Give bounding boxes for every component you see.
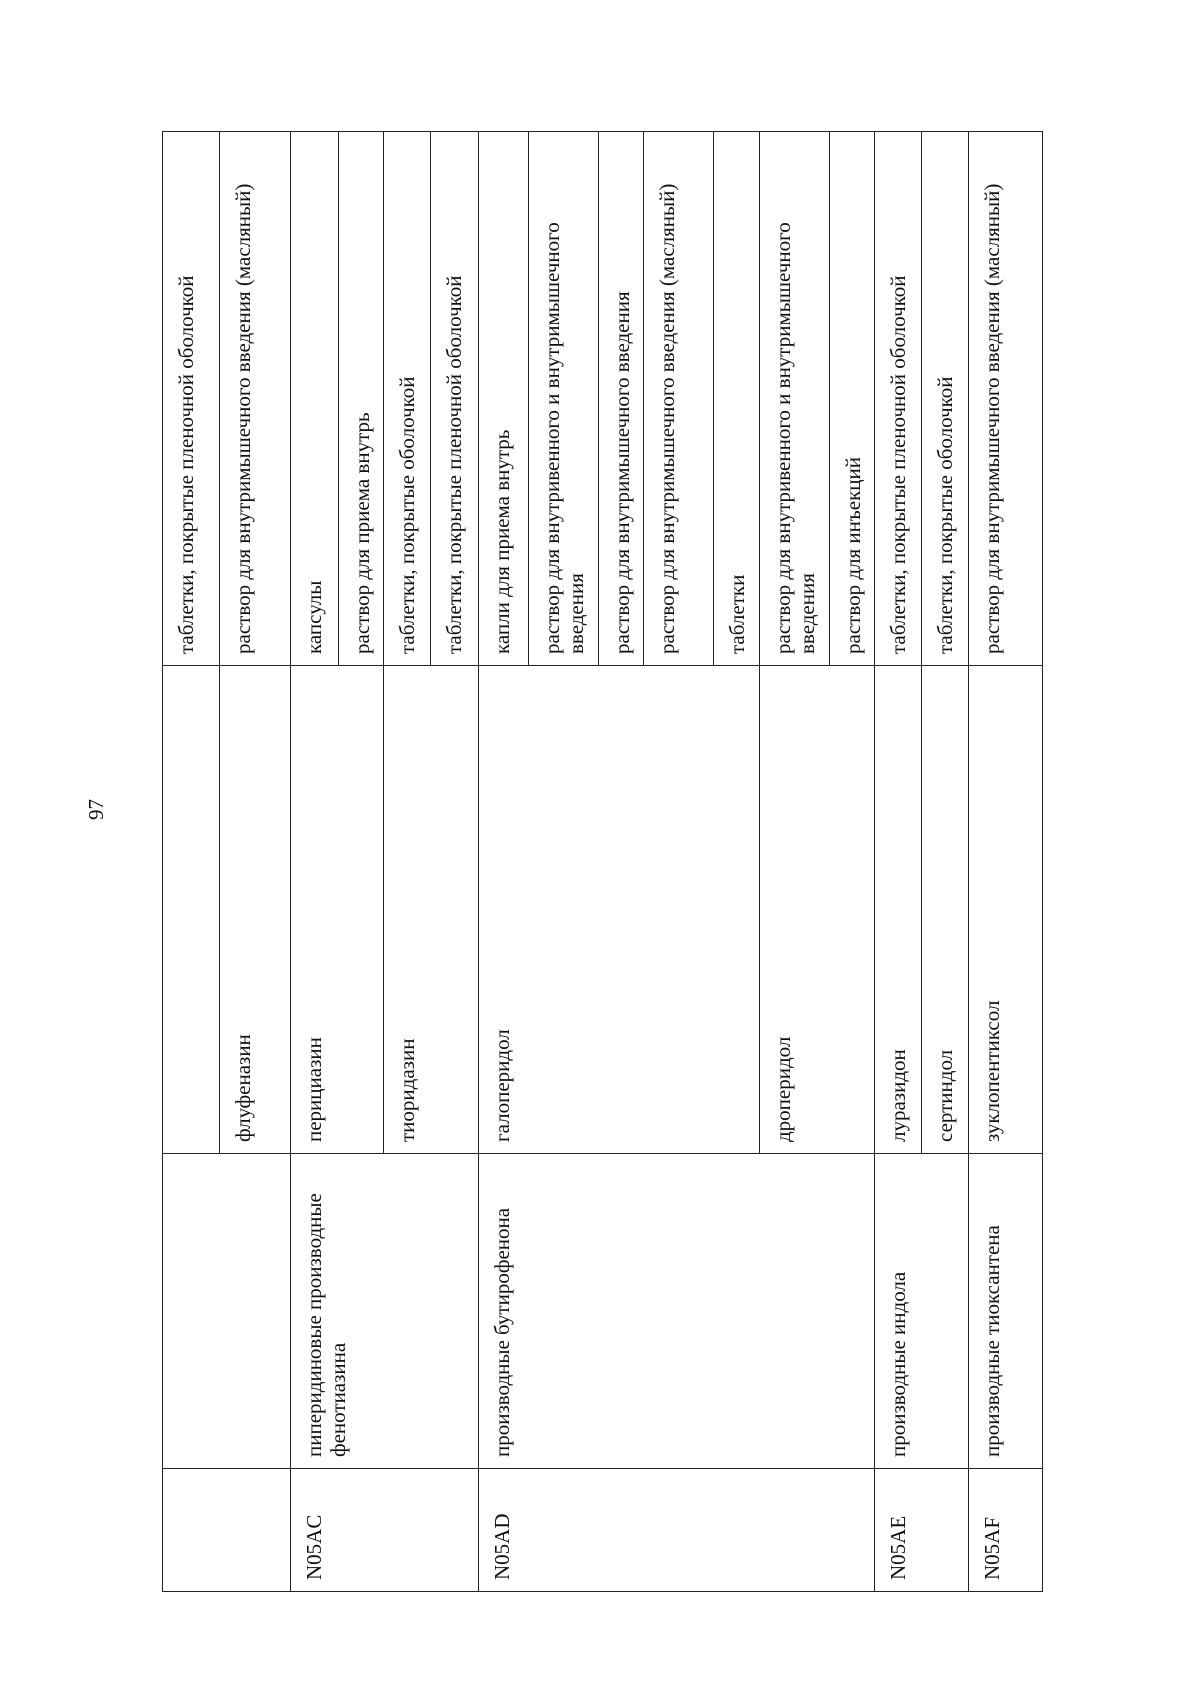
drug-cell: сертиндол	[922, 666, 969, 1154]
rotated-table-container	[162, 132, 1042, 1592]
drug-cell: галоперидол	[479, 666, 760, 1154]
drug-cell: дроперидол	[760, 666, 875, 1154]
group-cell: производные бутирофенона	[479, 1154, 875, 1469]
drug-cell: перициазин	[291, 666, 384, 1154]
table-row	[163, 132, 220, 1592]
form-cell: раствор для внутримышечного введения	[599, 132, 644, 666]
code-cell	[163, 1469, 291, 1592]
drug-cell	[163, 666, 220, 1154]
drug-cell: луразидон	[875, 666, 922, 1154]
group-cell: производные индола	[875, 1154, 969, 1469]
table-row	[875, 132, 922, 1592]
form-cell: раствор для инъекций	[830, 132, 875, 666]
drug-cell: зуклопентиксол	[969, 666, 1043, 1154]
form-cell: раствор для внутримышечного введения (масляный)	[220, 132, 291, 666]
table-row	[291, 132, 339, 1592]
group-cell: производные тиоксантена	[969, 1154, 1043, 1469]
drug-cell: тиоридазин	[384, 666, 479, 1154]
form-cell: раствор для приема внутрь	[339, 132, 384, 666]
code-cell: N05AD	[479, 1469, 875, 1592]
table-row	[969, 132, 1043, 1592]
group-cell: пиперидиновые производные фенотиазина	[291, 1154, 479, 1469]
page-number: 97	[84, 799, 108, 820]
table-row	[479, 132, 529, 1592]
form-cell: таблетки, покрытые пленочной оболочкой	[431, 132, 479, 666]
form-cell: таблетки, покрытые пленочной оболочкой	[163, 132, 220, 666]
form-cell: таблетки, покрытые оболочкой	[922, 132, 969, 666]
code-cell: N05AE	[875, 1469, 969, 1592]
form-cell: раствор для внутривенного и внутримышечного введения	[529, 132, 599, 666]
form-cell: раствор для внутримышечного введения (масляный)	[969, 132, 1043, 666]
code-cell: N05AF	[969, 1469, 1043, 1592]
drug-cell: флуфеназин	[220, 666, 291, 1154]
group-cell	[163, 1154, 291, 1469]
form-cell: капли для приема внутрь	[479, 132, 529, 666]
drug-table	[162, 131, 1043, 1592]
form-cell: капсулы	[291, 132, 339, 666]
form-cell: раствор для внутривенного и внутримышечного введения	[760, 132, 830, 666]
form-cell: таблетки, покрытые оболочкой	[384, 132, 431, 666]
form-cell: таблетки, покрытые пленочной оболочкой	[875, 132, 922, 666]
form-cell: раствор для внутримышечного введения (масляный)	[644, 132, 714, 666]
code-cell: N05AC	[291, 1469, 479, 1592]
form-cell: таблетки	[714, 132, 760, 666]
